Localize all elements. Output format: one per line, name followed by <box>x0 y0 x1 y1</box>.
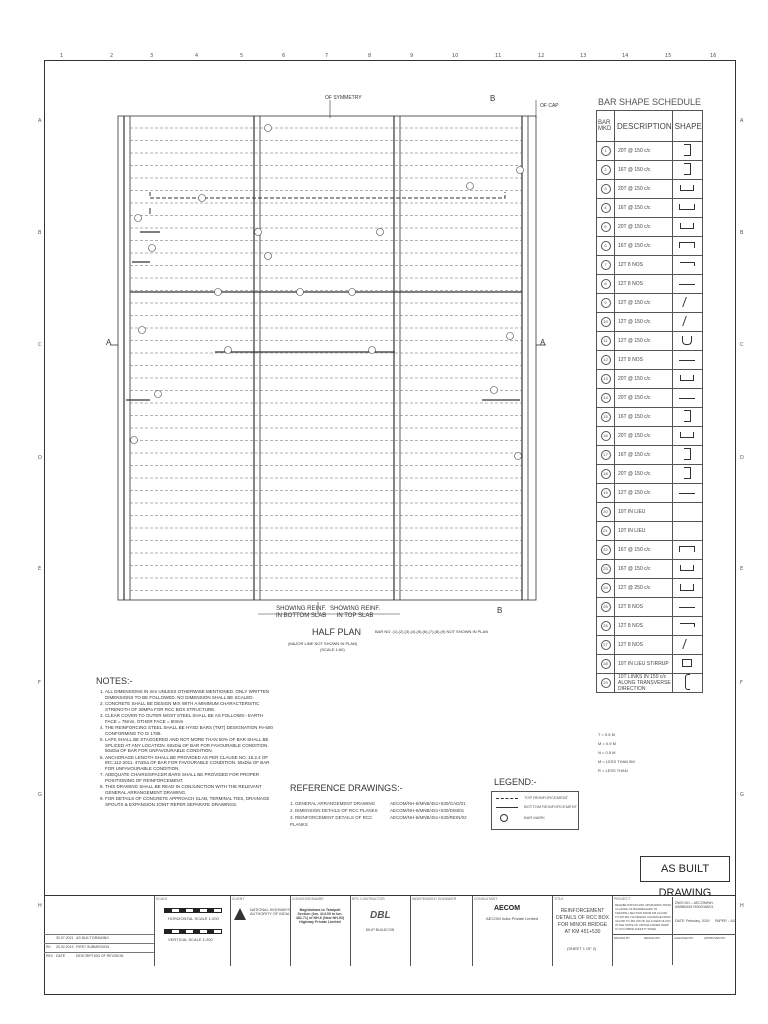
note-item: 5. LAPS SHALL BE STAGGERED AND NOT MORE THAN 50% OF BAR SHALL BE SPLICED AT ANY LOCATION. 60xDia OF BAR FOR FAVOURABLE CONDITION. 50xDia OF BAR FOR UNFAVOURABLE CONDITION. <box>105 737 276 754</box>
bar-shape <box>672 446 702 465</box>
reference-name: 2. DIMENSION DETAILS OF RCC PLANKS <box>290 808 378 813</box>
schedule-row <box>597 332 703 351</box>
bar-description: 12T 8 NOS <box>615 351 673 370</box>
note-item: 4. THE REINFORCING STEEL SHALL BE HYSD BARS (TMT) DESIGNATION Fe-500 CONFORMING TO IS 1786. <box>105 725 276 736</box>
col-shape: SHAPE <box>672 111 702 142</box>
bar-mark: 18 <box>597 465 615 484</box>
bar-mark-bubble <box>377 229 384 236</box>
notes-title: NOTES:- <box>96 676 133 686</box>
title-caption: TITLE <box>554 897 564 901</box>
concessionaire-name: Baghbahara to Taraipali Section (km. 414.00 to km. 481.71) of NH-6 (New NH-53) Highway Private Limited <box>295 908 345 924</box>
bar-description: 12T @ 150 c/c <box>615 484 673 503</box>
schedule-row <box>597 142 703 161</box>
note-item: 8. THIS DRAWING SHALL BE READ IN CONJUNCTION WITH THE RELEVANT GENERAL ARRANGEMENT DRAWING. <box>105 784 276 795</box>
showing-top-label: SHOWING REINF. IN TOP SLAB <box>330 606 381 619</box>
bar-shape <box>672 427 702 446</box>
scale-horizontal: HORIZONTAL SCALE 1:200 <box>168 916 219 921</box>
bar-mark-bubble <box>135 215 142 222</box>
note-item: 6. ANCHORAGE LENGTH SHALL BE PROVIDED AS PER CLAUSE NO. 16.2.4 OF IRC:112-2011. 47xDia OF BAR FOR FAVOURABLE CONDITION. 55xDia OF BAR FOR UNFAVOURABLE CONDITION. <box>105 755 276 772</box>
bar-note: BAR NO. (1),(2),(3),(4),(5),(6),(7),(8),(9) NOT SHOWN IN PLAN <box>375 629 489 634</box>
bar-mark-bubble <box>265 253 272 260</box>
note-item: 3. CLEAR COVER TO OUTER MOST STEEL SHALL BE AS FOLLOWS:- EARTH FACE = 75mm, OTHER FACE = 50mm <box>105 713 276 724</box>
concessionaire-caption: CONCESSIONAIRE <box>292 897 324 901</box>
col-mark: BAR MKD <box>597 111 615 142</box>
bar-mark: 16 <box>597 427 615 446</box>
schedule-row <box>597 674 703 693</box>
bar-mark: 21 <box>597 522 615 541</box>
bar-description: 16T @ 150 c/c <box>615 161 673 180</box>
plan-title: HALF PLAN <box>312 627 362 637</box>
schedule-row <box>597 598 703 617</box>
bar-description: 10T IN LIEU <box>615 503 673 522</box>
bar-shape <box>672 408 702 427</box>
schedule-row <box>597 427 703 446</box>
reference-row <box>290 807 480 814</box>
bar-mark: 19 <box>597 484 615 503</box>
bar-shape <box>672 617 702 636</box>
bar-description: 12T 8 NOS <box>615 256 673 275</box>
rev-date: 20.02.2019 <box>56 945 74 949</box>
schedule-row <box>597 313 703 332</box>
bar-shape <box>672 465 702 484</box>
bar-shape <box>672 522 702 541</box>
bar-mark-bubble <box>297 289 304 296</box>
bar-mark: 10 <box>597 313 615 332</box>
bar-shape <box>672 275 702 294</box>
bar-shape <box>672 560 702 579</box>
drawing-date: DATE: February, 2019 <box>675 919 710 923</box>
ie-block <box>410 896 473 966</box>
bar-description: 16T @ 150 c/c <box>615 541 673 560</box>
note-item: 9. FOR DETAILS OF CONCRETE APPROACH SLAB, TERMINAL TIES, DRAINAGE SPOUTS & EXPANSION JOINT REFER SEPARATE DRAWINGS. <box>105 796 276 807</box>
schedule-row <box>597 256 703 275</box>
bar-mark: 1 <box>597 142 615 161</box>
checked-by: CHECKED BY <box>674 936 694 940</box>
schedule-row <box>597 560 703 579</box>
rev-desc: FIRST SUBMISSION <box>76 945 109 949</box>
section-a-right: A <box>540 338 546 347</box>
consultant-block <box>472 896 553 966</box>
bar-description: 20T @ 150 c/c <box>615 180 673 199</box>
bar-mark-bubble <box>131 437 138 444</box>
note-item: 7. ADEQUATE CHAIRS/SPACER BARS SHALL BE PROVIDED FOR PROPER POSITIONING OF REINFORCEMENT. <box>105 772 276 783</box>
bar-shape <box>672 218 702 237</box>
plan-subtitle: (MAJOR LINE NOT SHOWN IN PLAN) <box>288 641 358 646</box>
bar-mark-bubble <box>369 347 376 354</box>
bar-description: 12T 8 NOS <box>615 275 673 294</box>
bar-description: 20T @ 150 c/c <box>615 389 673 408</box>
aecom-logo: AECOM <box>494 905 521 912</box>
bar-mark-bubble <box>517 167 524 174</box>
concessionaire-block <box>290 896 351 966</box>
bar-mark-bubble <box>215 289 222 296</box>
title-block <box>44 895 736 966</box>
project-block <box>612 896 736 966</box>
bar-description: 12T @ 150 c/c <box>615 313 673 332</box>
bar-mark: 12 <box>597 351 615 370</box>
schedule-row <box>597 218 703 237</box>
rev-no: R0 <box>46 945 51 949</box>
bar-mark-bubble <box>507 333 514 340</box>
schedule-row <box>597 351 703 370</box>
project-description: REHABILITATION AND UPGRADING FROM 4-LANING OF BAGHBAHARA TO TARAIPALI SECTION FROM KM 414.000 TO KM 481.710 DESIGN CHAINAGE FROM 414.000 TO 481.700 OF NH-6 (NEW NH-53) IN THE STATE OF ODISHA UNDER NHDP IV ON HYBRID ANNUITY MODE <box>615 903 671 931</box>
bar-shape <box>672 541 702 560</box>
schedule-legend-line: N = 0.5 M <box>598 750 616 755</box>
schedule-legend <box>598 730 635 775</box>
bar-mark-bubble <box>155 391 162 398</box>
section-b-top: B <box>490 94 496 103</box>
bar-description: 20T @ 150 c/c <box>615 427 673 446</box>
bar-shape <box>672 389 702 408</box>
schedule-row <box>597 370 703 389</box>
schedule-row <box>597 180 703 199</box>
bar-mark-bubble <box>225 347 232 354</box>
legend-title: LEGEND:- <box>494 777 537 787</box>
bar-mark: 11 <box>597 332 615 351</box>
bar-mark-bubble <box>255 229 262 236</box>
bar-shape <box>672 180 702 199</box>
symmetry-label: OF SYMMETRY <box>325 95 362 101</box>
bar-mark: 24 <box>597 579 615 598</box>
bar-mark: 6 <box>597 237 615 256</box>
note-item: 2. CONCRETE SHALL BE DESIGN MIX WITH A MINIMUM CHARACTERISTIC STRENGTH OF 30MPa FOR RCC BOX STRUCTURE. <box>105 701 276 712</box>
schedule-row <box>597 484 703 503</box>
reference-row <box>290 814 480 828</box>
schedule-row <box>597 503 703 522</box>
bar-description: 12T @ 150 c/c <box>615 332 673 351</box>
legend-box <box>491 791 579 830</box>
nhai-logo <box>234 908 246 920</box>
bar-description: 20T @ 150 c/c <box>615 218 673 237</box>
rev-no: REV <box>46 954 54 958</box>
schedule-row <box>597 579 703 598</box>
epc-block <box>350 896 411 966</box>
bar-shape <box>672 256 702 275</box>
paper-size: PAPER :- A2 <box>715 919 735 923</box>
schedule-legend-line: M = 0.9 M <box>598 741 616 746</box>
scale-caption: SCALE <box>156 897 168 901</box>
bar-description: 20T @ 150 c/c <box>615 142 673 161</box>
bar-description: 12T @ 250 c/c <box>615 579 673 598</box>
bar-shape <box>672 503 702 522</box>
bar-shape <box>672 294 702 313</box>
bar-mark-bubble <box>149 245 156 252</box>
revision-block <box>44 896 155 966</box>
reference-number: AECOM/NH-6/MNB/451+530/DIM/01 <box>390 808 465 813</box>
bar-mark-bubble <box>199 195 206 202</box>
bar-description: 16T @ 150 c/c <box>615 199 673 218</box>
col-desc: DESCRIPTION <box>615 111 673 142</box>
bar-mark: 23 <box>597 560 615 579</box>
schedule-row <box>597 275 703 294</box>
project-caption: PROJECT <box>614 897 631 901</box>
schedule-row <box>597 617 703 636</box>
bar-shape <box>672 674 702 693</box>
bar-mark: 27 <box>597 636 615 655</box>
schedule-row <box>597 199 703 218</box>
bar-mark: 5 <box>597 218 615 237</box>
ie-caption: INDEPENDENT ENGINEER <box>412 897 457 901</box>
bar-shape <box>672 579 702 598</box>
schedule-row <box>597 294 703 313</box>
schedule-legend-line: M = LESS THAN 5M <box>598 759 635 764</box>
consultant-caption: CONSULTANT <box>474 897 498 901</box>
bar-mark: 2 <box>597 161 615 180</box>
bar-mark: 25 <box>597 598 615 617</box>
reference-name: 1. GENERAL ARRANGEMENT DRAWING <box>290 801 376 806</box>
bar-schedule-table <box>596 110 703 693</box>
bar-shape <box>672 237 702 256</box>
schedule-row <box>597 446 703 465</box>
schedule-row <box>597 408 703 427</box>
rev-desc: DESCRIPTION OF REVISION <box>76 954 124 958</box>
scale-block <box>154 896 231 966</box>
bar-shape <box>672 636 702 655</box>
bar-description: 12T 8 NOS <box>615 636 673 655</box>
bar-mark-bubble <box>139 327 146 334</box>
schedule-legend-line: T = 0.5 M <box>598 732 615 737</box>
schedule-row <box>597 522 703 541</box>
bar-mark: 26 <box>597 617 615 636</box>
reference-number: AECOM/NH-6/MNB/451+530/REIN/02 <box>390 815 467 820</box>
bar-description: 12T 8 NOS <box>615 598 673 617</box>
references-title: REFERENCE DRAWINGS:- <box>290 783 403 793</box>
schedule-row <box>597 237 703 256</box>
epc-name: DILIP BUILDCON <box>365 928 395 932</box>
bar-shape <box>672 655 702 674</box>
bar-shape <box>672 351 702 370</box>
rev-desc: AS BUILT DRAWING <box>76 936 109 940</box>
bar-shape <box>672 313 702 332</box>
schedule-title: BAR SHAPE SCHEDULE <box>598 97 702 107</box>
schedule-row <box>597 636 703 655</box>
section-a-left: A <box>106 338 112 347</box>
rev-date: DATE <box>56 954 66 958</box>
bar-mark: 20 <box>597 503 615 522</box>
consultant-name: AECOM India Private Limited <box>486 916 539 921</box>
as-built-stamp: AS BUILT DRAWING <box>640 856 730 882</box>
bar-shape <box>672 598 702 617</box>
bar-mark-bubble <box>349 289 356 296</box>
approved-by: APPROVED BY <box>704 936 726 940</box>
bar-mark: 4 <box>597 199 615 218</box>
bar-mark: 17 <box>597 446 615 465</box>
schedule-row <box>597 465 703 484</box>
bar-description: 16T @ 150 c/c <box>615 446 673 465</box>
schedule-row <box>597 655 703 674</box>
bar-mark: 9 <box>597 294 615 313</box>
schedule-row <box>597 389 703 408</box>
bar-mark: 7 <box>597 256 615 275</box>
showing-bottom-label: SHOWING REINF. IN BOTTOM SLAB <box>276 606 327 619</box>
bar-description: 12T 8 NOS <box>615 617 673 636</box>
bar-shape <box>672 199 702 218</box>
references-list <box>290 800 480 828</box>
drawn-by: DRAWN BY <box>614 936 631 940</box>
bar-mark: 13 <box>597 370 615 389</box>
bar-description: 10T LINKS IN 150 c/c ALONG TRANSVERSE DIRECTION <box>615 674 673 693</box>
design-by: DESIGN BY <box>644 936 661 940</box>
bar-mark: 15 <box>597 408 615 427</box>
cap-label: OF CAP <box>540 103 559 109</box>
sheet-number: (SHEET 1 OF 2) <box>567 946 597 951</box>
plan-scale: (SCALE 1:60) <box>320 647 345 652</box>
bar-description: 20T @ 150 c/c <box>615 370 673 389</box>
bar-mark: 3 <box>597 180 615 199</box>
bar-description: 16T @ 150 c/c <box>615 237 673 256</box>
bar-mark-bubble <box>515 453 522 460</box>
rev-date: 30.07.2021 <box>56 936 74 940</box>
bar-mark-bubble <box>467 183 474 190</box>
reference-row <box>290 800 480 807</box>
client-name: NATIONAL HIGHWAYS AUTHORITY OF INDIA <box>250 908 290 916</box>
note-item: 1. ALL DIMENSIONS IN mm UNLESS OTHERWISE MENTIONED. ONLY WRITTEN DIMENSIONS TO BE FOLLOWED. NO DIMENSION SHALL BE SCALED. <box>105 689 276 700</box>
bar-description: 10T IN LIEU STIRRUP <box>615 655 673 674</box>
bar-description: 10T IN LIEU <box>615 522 673 541</box>
scale-vertical: VERTICAL SCALE 1:200 <box>168 937 213 942</box>
schedule-row <box>597 161 703 180</box>
dbl-logo: DBL <box>370 910 391 921</box>
epc-caption: EPC CONTRACTOR <box>352 897 385 901</box>
drawing-number: DWG NO.:- AECOM/NH-6/MNB/451+530/SUB/01 <box>675 901 714 909</box>
client-block <box>230 896 291 966</box>
bar-mark-bubble <box>491 387 498 394</box>
plan-outline <box>118 116 536 600</box>
client-caption: CLIENT <box>232 897 245 901</box>
bar-shape <box>672 370 702 389</box>
bar-mark: 14 <box>597 389 615 408</box>
bar-description: 16T @ 150 c/c <box>615 560 673 579</box>
reference-name: 3. REINFORCEMENT DETAILS OF RCC PLANKS <box>290 815 373 827</box>
schedule-row <box>597 541 703 560</box>
bar-shape <box>672 484 702 503</box>
reference-number: AECOM/NH-6/MNB/451+530/GAD/01 <box>390 801 466 806</box>
schedule-legend-line: R = LESS THAN <box>598 768 628 773</box>
notes-list <box>96 689 276 808</box>
bar-mark: 29 <box>597 674 615 693</box>
bar-description: 12T @ 150 c/c <box>615 294 673 313</box>
drawing-title: REINFORCEMENT DETAILS OF RCC BOX FOR MINOR BRIDGE AT KM 451+530 <box>556 908 609 935</box>
legend-bottom: BOTTOM REINFORCEMENT <box>524 804 578 809</box>
bar-shape <box>672 161 702 180</box>
legend-top: TOP REINFORCEMENT <box>524 795 569 800</box>
section-b-bottom: B <box>497 606 503 615</box>
bar-mark: 22 <box>597 541 615 560</box>
bar-mark-bubble <box>265 125 272 132</box>
bar-mark: 8 <box>597 275 615 294</box>
title-cell <box>552 896 613 966</box>
bar-description: 16T @ 150 c/c <box>615 408 673 427</box>
bar-mark: 28 <box>597 655 615 674</box>
bar-shape <box>672 142 702 161</box>
bar-description: 20T @ 150 c/c <box>615 465 673 484</box>
legend-barmark: BAR MARK <box>524 815 545 820</box>
bar-shape <box>672 332 702 351</box>
